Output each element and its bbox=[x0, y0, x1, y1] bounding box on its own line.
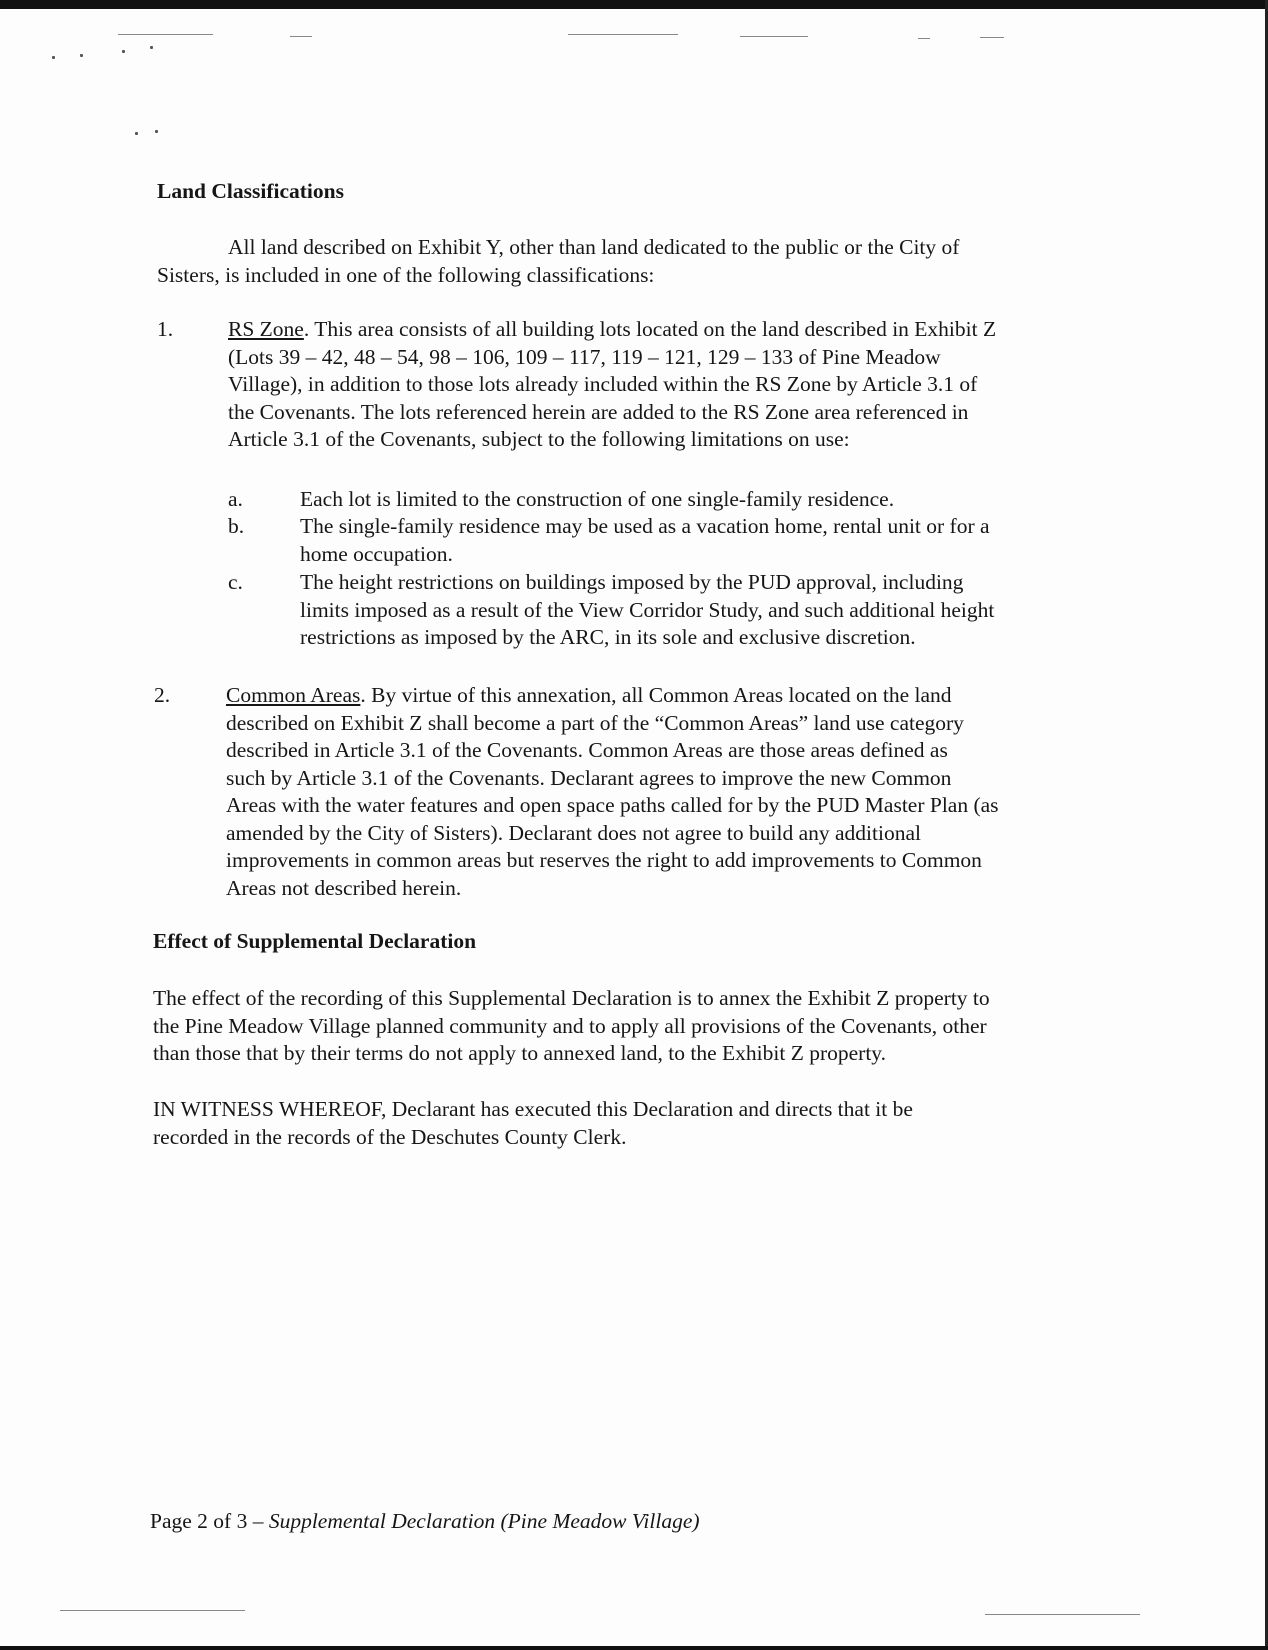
section-heading-effect: Effect of Supplemental Declaration bbox=[153, 929, 477, 953]
scan-artifact-line bbox=[60, 1610, 245, 1611]
scan-artifact-line bbox=[985, 1614, 1140, 1615]
text-line: The single-family residence may be used as a vacation home, rental unit or for a bbox=[300, 514, 990, 538]
text-line: (Lots 39 – 42, 48 – 54, 98 – 106, 109 – 117, 119 – 121, 129 – 133 of Pine Meadow bbox=[228, 344, 941, 369]
footer-page-label: Page 2 of 3 – bbox=[150, 1509, 269, 1533]
text-line: The effect of the recording of this Supplemental Declaration is to annex the Exhibit Z property to bbox=[153, 986, 990, 1010]
text-line: such by Article 3.1 of the Covenants. Declarant agrees to improve the new Common bbox=[226, 765, 952, 790]
sublist-item-c bbox=[300, 569, 994, 652]
sublist-item-a bbox=[300, 486, 894, 514]
sublist-item-b bbox=[300, 513, 990, 568]
text-line: Article 3.1 of the Covenants, subject to the following limitations on use: bbox=[228, 427, 850, 451]
term-common-areas: Common Areas bbox=[226, 683, 361, 707]
text-line: restrictions as imposed by the ARC, in its sole and exclusive discretion. bbox=[300, 625, 916, 649]
scan-artifact-line bbox=[980, 37, 1004, 38]
text-line: limits imposed as a result of the View Corridor Study, and such additional height bbox=[300, 597, 995, 622]
text-line bbox=[226, 682, 999, 710]
scan-artifact-dot bbox=[52, 56, 55, 59]
effect-paragraph bbox=[153, 985, 990, 1068]
text-line: IN WITNESS WHEREOF, Declarant has executed this Declaration and directs that it be bbox=[153, 1097, 913, 1121]
text-line: than those that by their terms do not apply to annexed land, to the Exhibit Z property. bbox=[153, 1041, 887, 1065]
scan-artifact-dot bbox=[122, 50, 125, 53]
text-line: improvements in common areas but reserves the right to add improvements to Common bbox=[226, 848, 982, 872]
text-line: the Pine Meadow Village planned community and to apply all provisions of the Covenants, other bbox=[153, 1013, 987, 1038]
scan-artifact-line bbox=[118, 34, 213, 35]
scan-artifact-line bbox=[290, 36, 312, 37]
scan-border-top bbox=[0, 0, 1268, 9]
term-continuation: . By virtue of this annexation, all Common Areas located on the land bbox=[360, 683, 952, 707]
scan-artifact-line bbox=[918, 38, 930, 39]
list-number-1: 1. bbox=[157, 317, 174, 341]
text-line: home occupation. bbox=[300, 541, 453, 566]
scan-artifact-dot bbox=[155, 130, 158, 133]
list-item-common-areas bbox=[226, 682, 999, 902]
text-line: The height restrictions on buildings imposed by the PUD approval, including bbox=[300, 570, 964, 594]
text-line: described on Exhibit Z shall become a part of the “Common Areas” land use category bbox=[226, 710, 964, 735]
scan-artifact-dot bbox=[150, 46, 153, 49]
text-line: Sisters, is included in one of the following classifications: bbox=[157, 262, 655, 287]
footer-doc-title: Supplemental Declaration (Pine Meadow Village) bbox=[268, 1509, 700, 1533]
list-number-2: 2. bbox=[154, 683, 171, 707]
term-continuation: . This area consists of all building lots located on the land described in Exhibit Z bbox=[303, 317, 997, 341]
text-line: Village), in addition to those lots already included within the RS Zone by Article 3.1 of bbox=[228, 372, 978, 396]
text-line: All land described on Exhibit Y, other than land dedicated to the public or the City of bbox=[228, 235, 960, 259]
text-line: Areas with the water features and open space paths called for by the PUD Master Plan (as bbox=[226, 793, 999, 817]
sublist-letter-c: c. bbox=[228, 570, 243, 594]
intro-paragraph bbox=[157, 234, 959, 289]
sublist-letter-a: a. bbox=[228, 487, 243, 511]
text-line: described in Article 3.1 of the Covenants. Common Areas are those areas defined as bbox=[226, 738, 948, 762]
term-rs-zone: RS Zone bbox=[228, 317, 304, 341]
sublist-letter-b: b. bbox=[228, 514, 245, 538]
scan-artifact-line bbox=[740, 36, 808, 37]
text-line: recorded in the records of the Deschutes County Clerk. bbox=[153, 1124, 627, 1149]
page-footer bbox=[150, 1508, 700, 1536]
text-line: the Covenants. The lots referenced herein are added to the RS Zone area referenced in bbox=[228, 399, 969, 424]
text-line: Each lot is limited to the construction of one single-family residence. bbox=[300, 487, 895, 511]
text-line: amended by the City of Sisters). Declarant does not agree to build any additional bbox=[226, 820, 921, 845]
section-heading-land-classifications: Land Classifications bbox=[157, 179, 344, 203]
text-line: Areas not described herein. bbox=[226, 875, 462, 900]
text-line bbox=[228, 316, 996, 344]
witness-paragraph bbox=[153, 1096, 913, 1151]
scan-artifact-dot bbox=[80, 54, 83, 57]
scan-border-bottom bbox=[0, 1646, 1268, 1650]
list-item-rs-zone bbox=[228, 316, 996, 454]
scan-artifact-dot bbox=[135, 132, 138, 135]
scan-artifact-line bbox=[568, 34, 678, 35]
